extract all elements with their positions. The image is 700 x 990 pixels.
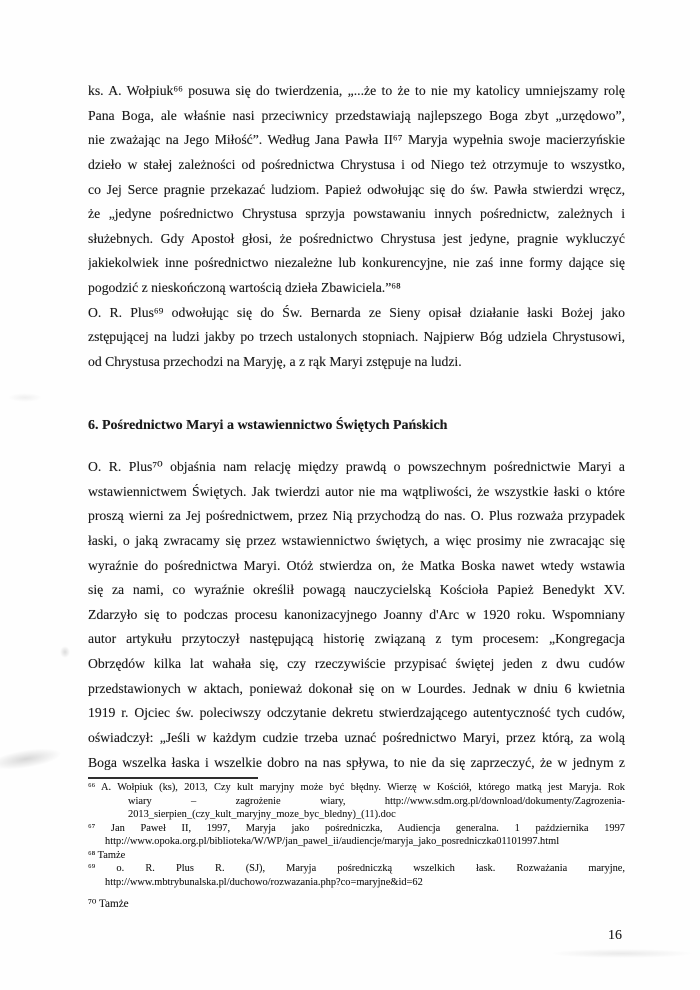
text-line: nie zważając na Jego Miłość”. Według Jana Pawła II⁶⁷ Maryja wypełnia swoje macierzyńskie: [88, 132, 625, 148]
text-line: 1919 r. Ojciec św. poleciwszy odczytanie dekretu stwierdzającego autentyczność tych cudów,: [88, 705, 625, 721]
page-number: 16: [608, 928, 622, 943]
footnote-line: ⁶⁷ Jan Paweł II, 1997, Maryja jako pośredniczka, Audiencja generalna. 1 października 1997: [88, 822, 625, 834]
scan-smudge: [8, 393, 42, 402]
text-line: jakiekolwiek inne pośrednictwo niezależne lub konkurencyjne, nie zaś inne formy dające się: [88, 255, 625, 271]
footnote-67: [88, 822, 625, 849]
footnote-line: 2013_sierpien_(czy_kult_maryjny_moze_byc_bledny)_(11).doc: [128, 809, 396, 820]
text-line: służebnych. Gdy Apostoł głosi, że pośrednictwo Chrystusa jest jedyne, pragnie wykluczyć: [88, 230, 625, 246]
text-line: wyraźnie do pośrednictwa Maryi. Otóż stwierdza on, że Matka Boska nawet wtedy wstawia: [88, 557, 625, 573]
text-line: od Chrystusa przechodzi na Maryję, a z rąk Maryi zstępuje na ludzi.: [88, 354, 462, 370]
text-line: dzieło w stałej zależności od pośrednictwa Chrystusa i od Niego też otrzymuje to wszystko,: [88, 156, 625, 172]
scan-smudge: [0, 744, 63, 773]
text-line: proszą wierni za Jej pośrednictwem, przez Nią przychodzą do nas. O. Plus rozważa przypadek: [88, 508, 625, 524]
text-line: zstępującej na ludzi jakby po trzech ustalonych stopniach. Najpierw Bóg udziela Chrystusowi,: [88, 329, 625, 345]
text-line: łaski, o jaką zwracamy się przez wstawiennictwo świętych, a więc prosimy nie zwracając się: [88, 532, 625, 548]
footnote-66: [88, 781, 625, 822]
text-line: się za nami, co wyraźnie określił powagą nauczycielską Kościoła Papież Benedykt XV.: [88, 582, 625, 598]
footnote-line: http://www.mbtrybunalska.pl/duchowo/rozwazania.php?co=maryjne&id=62: [105, 876, 423, 888]
text-line: autor artykułu przytoczył następującą historię związaną z tym procesem: „Kongregacja: [88, 631, 625, 647]
footnote-line: http://www.opoka.org.pl/biblioteka/W/WP/jan_pawel_ii/audiencje/maryja_jako_posredniczka01101997.html: [105, 836, 560, 847]
footnote-line: ⁶⁹ o. R. Plus R. (SJ), Maryja pośredniczką wszelkich łask. Rozważania maryjne,: [88, 863, 625, 874]
footnote-line: wiary – zagrożenie wiary, http://www.sdm.org.pl/download/dokumenty/Zagrozenia-: [128, 795, 625, 807]
footnote-line: ⁶⁸ Tamże: [88, 849, 126, 861]
text-line: Boga wszelka łaska i wszelkie dobro na nas spływa, to nie da się zaprzeczyć, że w jednym z: [88, 754, 625, 770]
text-line: Zdarzyło się to podczas procesu kanonizacyjnego Joanny d'Arc w 1920 roku. Wspomniany: [88, 606, 625, 622]
text-line: O. R. Plus⁷⁰ objaśnia nam relację między prawdą o powszechnym pośrednictwie Maryi a: [88, 459, 625, 474]
footnote-line: ⁶⁶ A. Wołpiuk (ks), 2013, Czy kult maryjny może być błędny. Wierzę w Kościół, którego matką jest Maryja. Rok: [88, 782, 625, 793]
text-line: że „jedyne pośrednictwo Chrystusa sprzyja powstawaniu innych pośrednictw, zależnych i: [88, 206, 625, 222]
text-line: ks. A. Wołpiuk⁶⁶ posuwa się do twierdzenia, „...że to że to nie my katolicy umniejszamy rolę: [88, 83, 625, 98]
section-heading: 6. Pośrednictwo Maryi a wstawiennictwo Świętych Pańskich: [88, 418, 448, 433]
footnote-69: [88, 862, 625, 889]
scan-smudge: [60, 646, 70, 658]
text-line: oświadczył: „Jeśli w każdym cudzie trzeba uznać pośrednictwo Maryi, przez którą, za wolą: [88, 730, 625, 746]
footnote-70: [88, 897, 625, 912]
text-line: pogodzić z nieskończoną wartością dzieła Zbawiciela.”⁶⁸: [88, 280, 401, 296]
text-line: Pana Boga, ale właśnie nasi przeciwnicy przedstawiają najlepszego Boga zbyt „urzędowo”,: [88, 107, 625, 123]
text-line: przedstawionych w aktach, ponieważ dokonał się on w Lourdes. Jednak w dniu 6 kwietnia: [88, 680, 625, 696]
paragraph-2: [88, 455, 625, 775]
text-line: Obrzędów kilka lat wahała się, czy rzeczywiście przypisać świętej jeden z dwu cudów: [88, 656, 625, 672]
scan-smudge: [552, 949, 692, 958]
footnote-line: ⁷⁰ Tamże: [88, 898, 129, 910]
text-line: co Jej Serce pragnie przekazać ludziom. Papież odwołując się do św. Pawła stwierdzi wręcz,: [88, 181, 625, 197]
footnote-separator: [88, 777, 258, 779]
paragraph-1: [88, 79, 625, 375]
footnote-68: [88, 849, 625, 863]
text-line: wstawiennictwem Świętych. Jak twierdzi autor nie ma wątpliwości, że wszystkie łaski o które: [88, 483, 625, 499]
text-line: O. R. Plus⁶⁹ odwołując się do Św. Bernarda ze Sieny opisał działanie łaski Bożej jako: [88, 304, 625, 320]
footnotes: [88, 781, 625, 912]
